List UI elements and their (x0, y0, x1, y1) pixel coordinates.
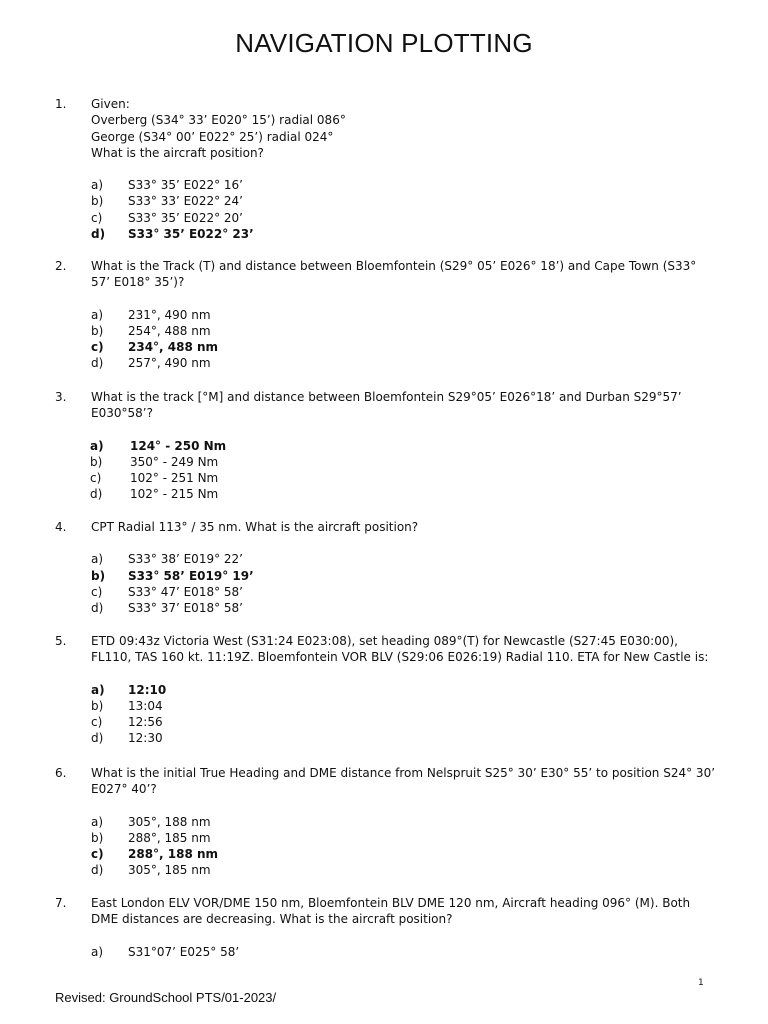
answer-options (91, 944, 716, 960)
answer-option-correct (91, 682, 716, 698)
question-body (91, 258, 716, 372)
option-text: 305°, 188 nm (128, 814, 211, 829)
option-letter: a) (91, 307, 104, 322)
answer-options (91, 814, 716, 879)
option-letter: c) (91, 847, 104, 862)
answer-option (91, 193, 716, 209)
option-letter: a) (91, 944, 104, 959)
option-letter: a) (90, 438, 104, 453)
answer-option (91, 730, 716, 746)
option-letter: b) (91, 698, 104, 713)
option-letter: c) (91, 210, 103, 225)
option-letter: d) (91, 863, 104, 878)
answer-option-correct (91, 438, 716, 454)
option-letter: a) (91, 814, 104, 829)
option-text: S33° 47’ E018° 58’ (128, 584, 243, 599)
option-text: S33° 35’ E022° 20’ (128, 210, 243, 225)
option-text: S33° 35’ E022° 16’ (128, 178, 243, 193)
question-number: 5. (55, 634, 67, 648)
footer-revision: Revised: GroundSchool PTS/01-2023/ (55, 990, 277, 1005)
option-text: S33° 38’ E019° 22’ (128, 552, 243, 567)
option-text: 234°, 488 nm (128, 340, 219, 355)
option-text: 102° - 251 Nm (130, 471, 219, 486)
question-number: 4. (55, 520, 67, 534)
option-letter: a) (91, 552, 104, 567)
option-text: 231°, 490 nm (128, 307, 211, 322)
option-letter: c) (90, 471, 102, 486)
option-text: 350° - 249 Nm (130, 454, 219, 469)
option-letter: b) (91, 568, 106, 583)
option-letter: d) (91, 731, 104, 746)
option-text: S33° 35’ E022° 23’ (128, 227, 254, 242)
option-letter: a) (91, 682, 105, 697)
answer-option (91, 486, 716, 502)
option-letter: c) (91, 584, 103, 599)
answer-option (91, 714, 716, 730)
option-letter: c) (91, 340, 104, 355)
option-text: 12:56 (128, 715, 163, 730)
answer-options (91, 438, 716, 503)
question-body (91, 765, 716, 879)
question-line: What is the aircraft position? (91, 145, 264, 160)
question-line: George (S34° 00’ E022° 25’) radial 024° (91, 129, 334, 144)
option-text: 12:30 (128, 731, 163, 746)
option-letter: d) (90, 487, 103, 502)
option-letter: b) (91, 323, 104, 338)
answer-option-correct (91, 568, 716, 584)
question-number: 1. (55, 97, 67, 111)
answer-options (91, 551, 716, 616)
answer-option (91, 698, 716, 714)
answer-option (91, 210, 716, 226)
question-body (91, 96, 716, 242)
option-letter: b) (90, 454, 103, 469)
answer-option (91, 307, 716, 323)
option-letter: d) (91, 227, 106, 242)
question-text: What is the initial True Heading and DME distance from Nelspruit S25° 30’ E30° 55’ to position S24° 30’ E027° 40’? (91, 766, 716, 797)
option-text: 102° - 215 Nm (130, 487, 219, 502)
option-text: 288°, 185 nm (128, 830, 211, 845)
option-text: S33° 37’ E018° 58’ (128, 601, 243, 616)
option-letter: b) (91, 194, 104, 209)
question-number: 7. (55, 896, 67, 910)
option-text: 13:04 (128, 698, 163, 713)
answer-options (91, 177, 716, 242)
answer-option (91, 600, 716, 616)
answer-option (91, 830, 716, 846)
question-line: Given: (91, 97, 130, 111)
option-text: S33° 33’ E022° 24’ (128, 194, 243, 209)
question-text: East London ELV VOR/DME 150 nm, Bloemfontein BLV DME 120 nm, Aircraft heading 096° (M). Both DME distances are decreasing. What is the aircraft position? (91, 896, 691, 927)
answer-option (91, 355, 716, 371)
question-text: What is the track [°M] and distance between Bloemfontein S29°05’ E026°18’ and Durban S29°57’ E030°58’? (91, 390, 682, 421)
option-letter: b) (91, 830, 104, 845)
question-body (91, 895, 716, 960)
answer-options (91, 682, 716, 747)
option-text: 254°, 488 nm (128, 323, 211, 338)
question-number: 3. (55, 390, 67, 404)
option-letter: d) (91, 356, 104, 371)
option-text: S31°07’ E025° 58’ (128, 944, 240, 959)
question-line: Overberg (S34° 33’ E020° 15’) radial 086° (91, 113, 346, 128)
option-text: S33° 58’ E019° 19’ (128, 568, 254, 583)
question-text: CPT Radial 113° / 35 nm. What is the aircraft position? (91, 520, 419, 534)
question-body (91, 633, 716, 747)
answer-option (91, 814, 716, 830)
answer-option-correct (91, 339, 716, 355)
option-letter: a) (91, 178, 104, 193)
option-text: 124° - 250 Nm (130, 438, 227, 453)
option-text: 305°, 185 nm (128, 863, 211, 878)
question-number: 2. (55, 259, 67, 273)
option-text: 257°, 490 nm (128, 356, 211, 371)
answer-option (91, 470, 716, 486)
answer-option (91, 323, 716, 339)
page-title: NAVIGATION PLOTTING (235, 28, 533, 58)
question-body (91, 519, 716, 616)
option-text: 12:10 (128, 682, 167, 697)
page-number: 1 (698, 978, 704, 988)
option-text: 288°, 188 nm (128, 847, 219, 862)
answer-options (91, 307, 716, 372)
answer-option (91, 862, 716, 878)
question-text: ETD 09:43z Victoria West (S31:24 E023:08), set heading 089°(T) for Newcastle (S27:45 E030:00), FL110, TAS 160 kt. 11:19Z. Bloemfontein VOR BLV (S29:06 E026:19) Radial 110. ETA for New Castle is: (91, 634, 709, 665)
answer-option (91, 944, 716, 960)
answer-option (91, 584, 716, 600)
answer-option (91, 551, 716, 567)
answer-option-correct (91, 846, 716, 862)
option-letter: d) (91, 601, 104, 616)
question-number: 6. (55, 766, 67, 780)
question-body (91, 389, 716, 503)
answer-option (91, 177, 716, 193)
option-letter: c) (91, 715, 103, 730)
answer-option-correct (91, 226, 716, 242)
question-text: What is the Track (T) and distance between Bloemfontein (S29° 05’ E026° 18’) and Cape Town (S33° 57’ E018° 35’)? (91, 259, 697, 290)
answer-option (91, 454, 716, 470)
